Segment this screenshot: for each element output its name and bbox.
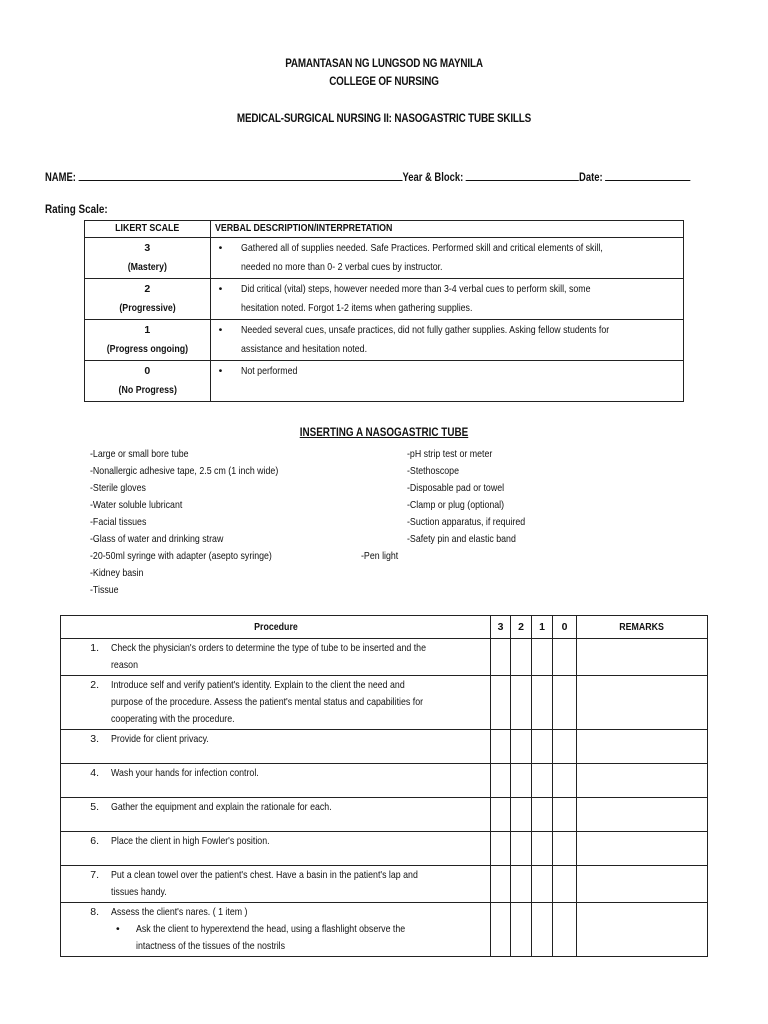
score-level: (Mastery): [127, 261, 167, 273]
score-1-cell[interactable]: [531, 903, 552, 957]
procedure-header: Procedure: [61, 616, 491, 639]
supply-item: -Safety pin and elastic band: [407, 533, 516, 545]
step-text: Check the physician's orders to determine the type of tube to be inserted and the: [111, 642, 426, 654]
rating-description: Did critical (vital) steps, however needed more than 3-4 verbal cues to perform skill, some: [240, 283, 591, 295]
remarks-cell[interactable]: [576, 639, 707, 676]
procedure-row: [61, 676, 708, 730]
score-1-cell[interactable]: [531, 764, 552, 798]
step-text: Assess the client's nares. ( 1 item ): [111, 906, 248, 918]
supply-item: -Sterile gloves: [90, 482, 146, 494]
procedure-row: [61, 866, 708, 903]
supply-item: -Disposable pad or towel: [407, 482, 505, 494]
step-text: Put a clean towel over the patient's chest. Have a basin in the patient's lap and: [111, 869, 418, 881]
step-number: 4.: [90, 767, 99, 779]
supply-item: -Clamp or plug (optional): [407, 499, 505, 511]
description-header: VERBAL DESCRIPTION/INTERPRETATION: [210, 221, 683, 238]
rating-description: hesitation noted. Forgot 1-2 items when gathering supplies.: [240, 302, 473, 314]
score-2-cell[interactable]: [510, 832, 531, 866]
score-level: (No Progress): [118, 384, 177, 396]
remarks-cell[interactable]: [576, 764, 707, 798]
supply-item: -Kidney basin: [90, 567, 144, 579]
remarks-cell[interactable]: [576, 730, 707, 764]
score-value: 0: [144, 365, 151, 377]
score-3-cell[interactable]: [490, 764, 510, 798]
step-text: tissues handy.: [111, 886, 167, 898]
rating-description: assistance and hesitation noted.: [240, 343, 367, 355]
university-name: PAMANTASAN NG LUNGSOD NG MAYNILA: [285, 58, 483, 70]
supply-item: -Suction apparatus, if required: [407, 516, 526, 528]
score-3-cell[interactable]: [490, 676, 510, 730]
rating-row: 0 (No Progress) • Not performed: [85, 361, 684, 402]
score-3-cell[interactable]: [490, 832, 510, 866]
step-text: purpose of the procedure. Assess the patient's mental status and capabilities for: [111, 696, 424, 708]
step-number: 5.: [90, 801, 99, 813]
rating-description: Not performed: [240, 365, 298, 377]
rating-row: 3 (Mastery) • Gathered all of supplies needed. Safe Practices. Performed skill and critical elements of skill, needed no more than 0- 2 verbal cues by instructor.: [85, 238, 684, 279]
score-1-cell[interactable]: [531, 730, 552, 764]
step-number: 8.: [90, 906, 99, 918]
rating-description: Gathered all of supplies needed. Safe Practices. Performed skill and critical elements of skill,: [240, 242, 603, 254]
procedure-row: [61, 832, 708, 866]
procedure-row: [61, 798, 708, 832]
name-label: NAME:: [45, 172, 76, 184]
procedure-header-row: [61, 616, 708, 639]
score-1-header: 1: [531, 616, 552, 639]
remarks-cell[interactable]: [576, 798, 707, 832]
remarks-header: REMARKS: [576, 616, 707, 639]
step-number: 7.: [90, 869, 99, 881]
score-3-cell[interactable]: [490, 798, 510, 832]
step-text: Introduce self and verify patient's identity. Explain to the client the need and: [111, 679, 405, 691]
score-0-cell[interactable]: [552, 676, 576, 730]
score-2-cell[interactable]: [510, 903, 531, 957]
score-0-cell[interactable]: [552, 832, 576, 866]
score-3-cell[interactable]: [490, 903, 510, 957]
remarks-cell[interactable]: [576, 676, 707, 730]
rating-scale-label: Rating Scale:: [45, 204, 108, 216]
score-2-cell[interactable]: [510, 639, 531, 676]
procedure-row: [61, 764, 708, 798]
supply-item: -Pen light: [361, 550, 399, 562]
score-0-cell[interactable]: [552, 639, 576, 676]
supplies-right-list: [407, 446, 525, 548]
college-name: COLLEGE OF NURSING: [329, 76, 439, 88]
procedure-row: [61, 730, 708, 764]
step-text: reason: [111, 659, 138, 671]
score-2-cell[interactable]: [510, 764, 531, 798]
score-0-cell[interactable]: [552, 730, 576, 764]
score-2-cell[interactable]: [510, 676, 531, 730]
score-level: (Progress ongoing): [106, 343, 189, 355]
procedure-row: [61, 639, 708, 676]
rating-row: 1 (Progress ongoing) • Needed several cues, unsafe practices, did not fully gather supplies. Asking fellow students for assistance and hesitation noted.: [85, 320, 684, 361]
score-2-header: 2: [510, 616, 531, 639]
supply-item: -Facial tissues: [90, 516, 147, 528]
score-1-cell[interactable]: [531, 866, 552, 903]
score-3-cell[interactable]: [490, 730, 510, 764]
score-0-header: 0: [552, 616, 576, 639]
step-number: 1.: [90, 642, 99, 654]
supply-item: -Glass of water and drinking straw: [90, 533, 224, 545]
rating-row: 2 (Progressive) • Did critical (vital) steps, however needed more than 3-4 verbal cues to perform skill, some hesitation noted. Forgot 1-2 items when gathering supplies.: [85, 279, 684, 320]
score-value: 3: [144, 242, 151, 254]
supply-item: -pH strip test or meter: [407, 448, 493, 460]
remarks-cell[interactable]: [576, 866, 707, 903]
course-title: MEDICAL-SURGICAL NURSING II: NASOGASTRIC TUBE SKILLS: [236, 113, 532, 125]
score-0-cell[interactable]: [552, 798, 576, 832]
supplies-left-list: [90, 446, 278, 599]
score-2-cell[interactable]: [510, 730, 531, 764]
supply-item: -Stethoscope: [407, 465, 459, 477]
rating-description: needed no more than 0- 2 verbal cues by instructor.: [240, 261, 443, 273]
step-number: 6.: [90, 835, 99, 847]
score-3-cell[interactable]: [490, 866, 510, 903]
rating-description: Needed several cues, unsafe practices, did not fully gather supplies. Asking fellow students for: [240, 324, 609, 336]
step-text: Provide for client privacy.: [111, 733, 209, 745]
score-2-cell[interactable]: [510, 866, 531, 903]
supply-item: -Nonallergic adhesive tape, 2.5 cm (1 inch wide): [90, 465, 279, 477]
score-3-header: 3: [490, 616, 510, 639]
score-3-cell[interactable]: [490, 639, 510, 676]
supply-item: -20-50ml syringe with adapter (asepto syringe): [90, 550, 272, 562]
score-1-cell[interactable]: [531, 832, 552, 866]
supply-item: -Water soluble lubricant: [90, 499, 183, 511]
supply-item: -Large or small bore tube: [90, 448, 189, 460]
name-field[interactable]: [79, 170, 403, 181]
score-0-cell[interactable]: [552, 764, 576, 798]
score-2-cell[interactable]: [510, 798, 531, 832]
step-subtext: Ask the client to hyperextend the head, using a flashlight observe the: [136, 923, 406, 935]
remarks-cell[interactable]: [576, 832, 707, 866]
step-text: Place the client in high Fowler's position.: [111, 835, 270, 847]
procedure-table: [60, 615, 708, 957]
step-number: 3.: [90, 733, 99, 745]
score-1-cell[interactable]: [531, 798, 552, 832]
year-block-label: Year & Block:: [402, 172, 464, 184]
student-info-line: [45, 170, 603, 184]
score-value: 1: [144, 324, 151, 336]
score-value: 2: [144, 283, 151, 295]
step-text: Wash your hands for infection control.: [111, 767, 259, 779]
likert-header: LIKERT SCALE: [85, 221, 211, 238]
score-1-cell[interactable]: [531, 676, 552, 730]
score-0-cell[interactable]: [552, 866, 576, 903]
rating-scale-table: [84, 220, 684, 402]
step-text: Gather the equipment and explain the rationale for each.: [111, 801, 332, 813]
score-level: (Progressive): [119, 302, 176, 314]
step-number: 2.: [90, 679, 99, 691]
remarks-cell[interactable]: [576, 903, 707, 957]
step-text: cooperating with the procedure.: [111, 713, 235, 725]
step-subtext: intactness of the tissues of the nostrils: [136, 940, 286, 952]
supply-item: -Tissue: [90, 584, 119, 596]
section-title: INSERTING A NASOGASTRIC TUBE: [299, 427, 469, 439]
date-field[interactable]: [605, 170, 690, 181]
year-block-field[interactable]: [466, 170, 579, 181]
procedure-row: 8. Assess the client's nares. ( 1 item ) • Ask the client to hyperextend the head, using a flashlight observe the intactness of the tissues of the nostrils: [61, 903, 708, 957]
score-0-cell[interactable]: [552, 903, 576, 957]
date-label: Date:: [579, 172, 603, 184]
score-1-cell[interactable]: [531, 639, 552, 676]
